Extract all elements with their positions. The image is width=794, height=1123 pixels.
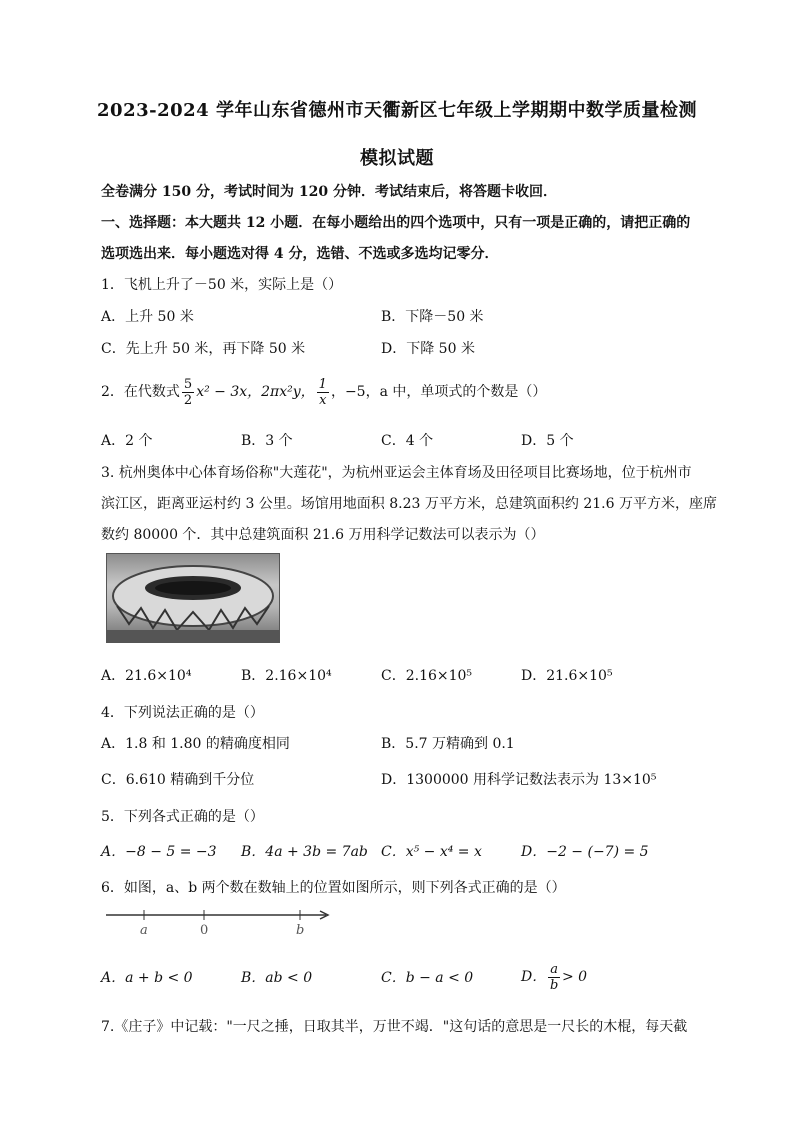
q6-option-b: B．ab < 0 [241, 970, 313, 986]
exam-title: 2023-2024 学年山东省德州市天衢新区七年级上学期期中数学质量检测 [97, 100, 697, 121]
q5-option-d: D．−2 − (−7) = 5 [521, 844, 649, 860]
section1-instructions-line1: 一、选择题：本大题共 12 小题．在每小题给出的四个选项中，只有一项是正确的，请把正确的 [101, 215, 691, 231]
q3-option-a: A．21.6×10⁴ [101, 668, 192, 684]
q7-line1: 7.《庄子》中记载："一尺之捶，日取其半，万世不竭．"这句话的意思是一尺长的木棍，每天截 [101, 1019, 688, 1035]
q2-option-c: C．4 个 [381, 433, 434, 449]
q3-option-d: D．21.6×10⁵ [521, 668, 613, 684]
q5-option-c: C．x⁵ − x⁴ = x [381, 844, 482, 860]
q3-line3: 数约 80000 个．其中总建筑面积 21.6 万用科学记数法可以表示为（） [101, 527, 545, 543]
q4-option-d: D．1300000 用科学记数法表示为 13×10⁵ [381, 772, 657, 788]
q6-option-d-fraction: $\frac{a}{b}$ [549, 961, 559, 993]
exam-intro: 全卷满分 150 分，考试时间为 120 分钟．考试结束后，将答题卡收回． [101, 184, 557, 200]
q2-expr: x² − 3x，2πx²y， [196, 384, 315, 400]
q2-option-b: B．3 个 [241, 433, 293, 449]
q1-option-d: D．下降 50 米 [381, 341, 475, 357]
q6-option-d [521, 957, 587, 997]
q2-option-d: D．5 个 [521, 433, 574, 449]
q3-option-b: B．2.16×10⁴ [241, 668, 332, 684]
axis-label-0: 0 [200, 923, 209, 938]
q2-option-a: A．2 个 [101, 433, 153, 449]
section1-instructions-line2: 选项选出来．每小题选对得 4 分，选错、不选或多选均记零分． [101, 246, 499, 262]
q3-line2: 滨江区，距离亚运村约 3 公里。场馆用地面积 8.23 万平方米，总建筑面积约 21.6 万平方米，座席 [101, 496, 717, 512]
number-line-figure [104, 905, 334, 945]
axis-label-a: a [140, 923, 148, 938]
axis-label-b: b [296, 923, 305, 938]
q6-stem: 6．如图，a、b 两个数在数轴上的位置如图所示，则下列各式正确的是（） [101, 880, 566, 896]
q2-fraction-1-x: $\frac{1}{x}$ [318, 376, 327, 408]
q6-option-a: A．a + b < 0 [101, 970, 193, 986]
q6-option-c: C．b − a < 0 [381, 970, 474, 986]
q3-option-c: C．2.16×10⁵ [381, 668, 473, 684]
exam-subtitle: 模拟试题 [360, 148, 434, 169]
q3-line1: 3. 杭州奥体中心体育场俗称"大莲花"，为杭州亚运会主体育场及田径项目比赛场地，位于杭州市 [101, 465, 692, 481]
q1-option-b: B．下降－50 米 [381, 309, 484, 325]
q5-option-a: A．−8 − 5 = −3 [101, 844, 217, 860]
q4-stem: 4．下列说法正确的是（） [101, 705, 264, 721]
q1-option-a: A．上升 50 米 [101, 309, 194, 325]
q2-prefix: 2．在代数式 [101, 384, 180, 400]
q2-stem [101, 372, 701, 412]
stadium-photo [106, 553, 280, 643]
q4-option-b: B．5.7 万精确到 0.1 [381, 736, 515, 752]
q2-fraction-5-2: $\frac{5}{2}$ [183, 376, 193, 408]
q1-option-c: C．先上升 50 米，再下降 50 米 [101, 341, 306, 357]
q4-option-c: C．6.610 精确到千分位 [101, 772, 255, 788]
q6-option-d-prefix: D． [521, 969, 547, 985]
q6-option-d-suffix: > 0 [562, 969, 588, 985]
q1-stem: 1．飞机上升了－50 米，实际上是（） [101, 277, 343, 293]
q4-option-a: A．1.8 和 1.80 的精确度相同 [101, 736, 290, 752]
q5-option-b: B．4a + 3b = 7ab [241, 844, 368, 860]
q5-stem: 5．下列各式正确的是（） [101, 809, 264, 825]
q2-suffix: ，−5，a 中，单项式的个数是（） [330, 384, 547, 400]
